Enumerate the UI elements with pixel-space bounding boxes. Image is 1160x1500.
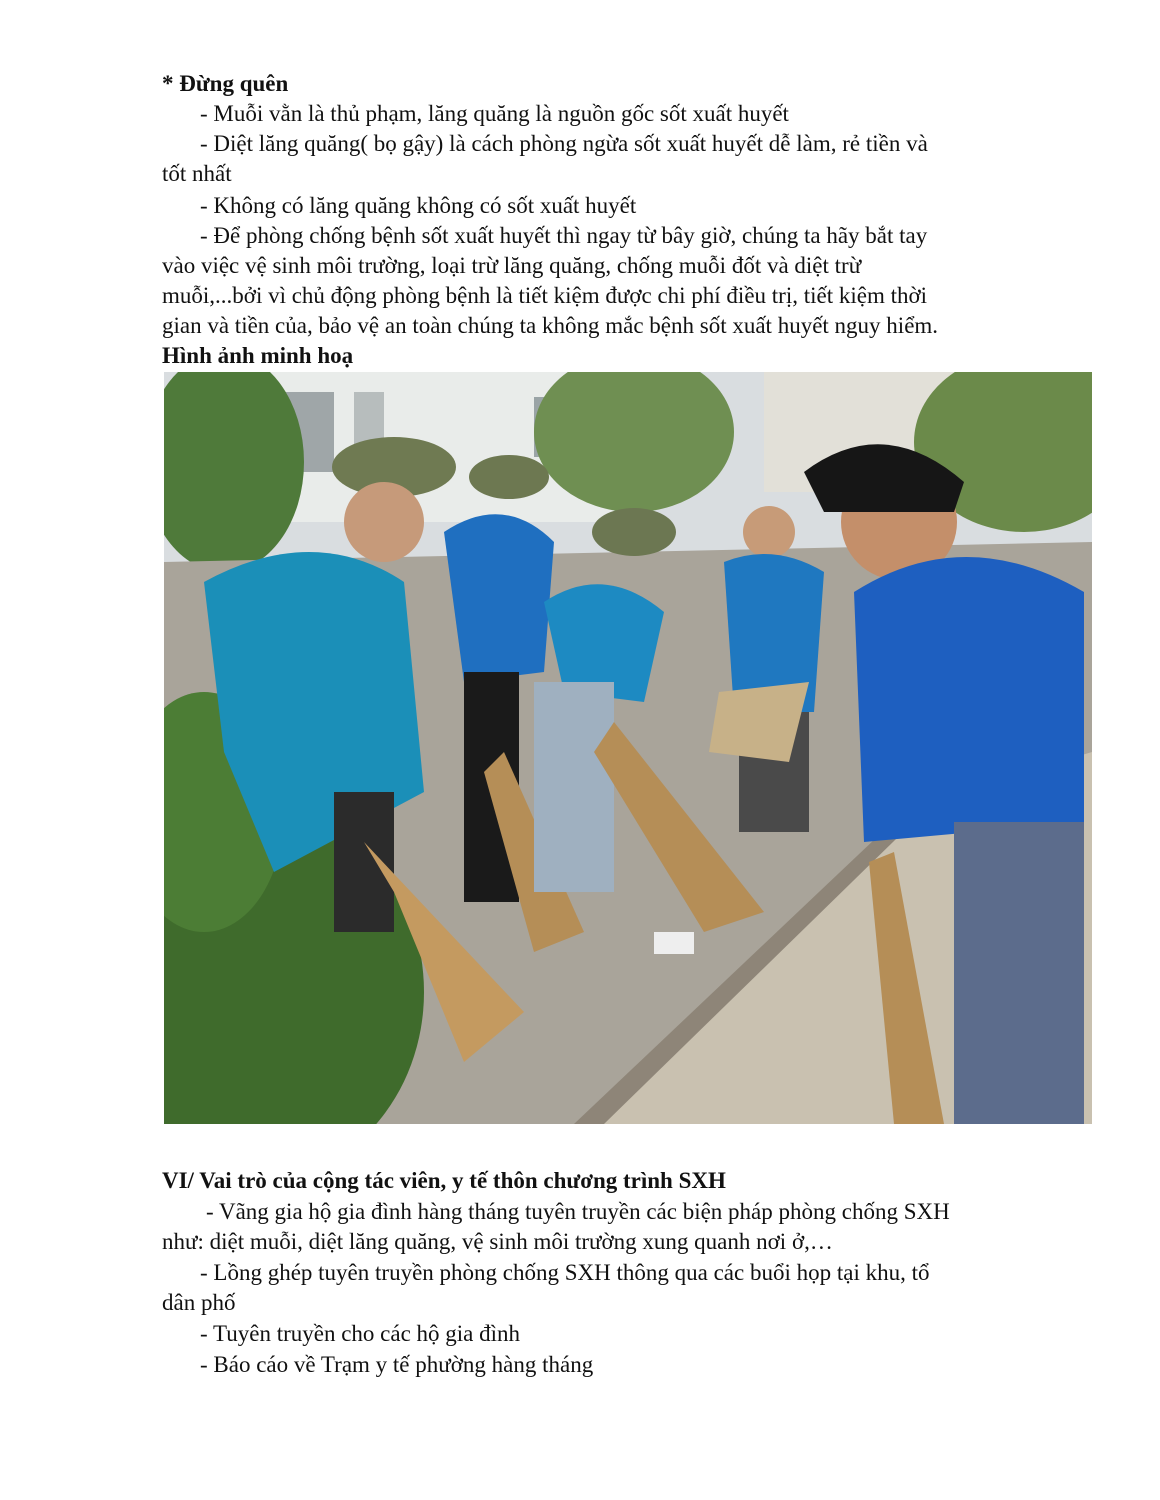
section-6-item-continuation: như: diệt muỗi, diệt lăng quăng, vệ sinh môi trường xung quanh nơi ở,… (162, 1229, 833, 1254)
section-6-heading: VI/ Vai trò của cộng tác viên, y tế thôn chương trình SXH (162, 1168, 726, 1193)
section-6-item: - Tuyên truyền cho các hộ gia đình (200, 1321, 521, 1346)
illustration-heading: Hình ảnh minh hoạ (162, 343, 354, 368)
section-6-item: - Báo cáo về Trạm y tế phường hàng tháng (200, 1352, 594, 1377)
reminder-item: - Muỗi vằn là thủ phạm, lăng quăng là nguồn gốc sốt xuất huyết (200, 101, 789, 126)
reminder-item-continuation: vào việc vệ sinh môi trường, loại trừ lăng quăng, chống muỗi đốt và diệt trừ (162, 253, 862, 278)
reminder-item: - Không có lăng quăng không có sốt xuất huyết (200, 193, 637, 218)
section-6-item: - Vãng gia hộ gia đình hàng tháng tuyên truyền các biện pháp phòng chống SXH (206, 1199, 950, 1224)
reminder-item-continuation: muỗi,...bởi vì chủ động phòng bệnh là tiết kiệm được chi phí điều trị, tiết kiệm thời (162, 283, 928, 308)
section-6-item-continuation: dân phố (162, 1290, 236, 1315)
section-6-item: - Lồng ghép tuyên truyền phòng chống SXH thông qua các buổi họp tại khu, tổ (200, 1260, 930, 1285)
reminder-item-continuation: tốt nhất (162, 161, 232, 186)
reminder-item: - Để phòng chống bệnh sốt xuất huyết thì ngay từ bây giờ, chúng ta hãy bắt tay (200, 223, 928, 248)
illustration-photo (164, 372, 1092, 1124)
reminder-item: - Diệt lăng quăng( bọ gậy) là cách phòng ngừa sốt xuất huyết dễ làm, rẻ tiền và (200, 131, 928, 156)
reminder-heading: * Đừng quên (162, 71, 289, 96)
reminder-item-continuation: gian và tiền của, bảo vệ an toàn chúng ta không mắc bệnh sốt xuất huyết nguy hiểm. (162, 313, 939, 338)
